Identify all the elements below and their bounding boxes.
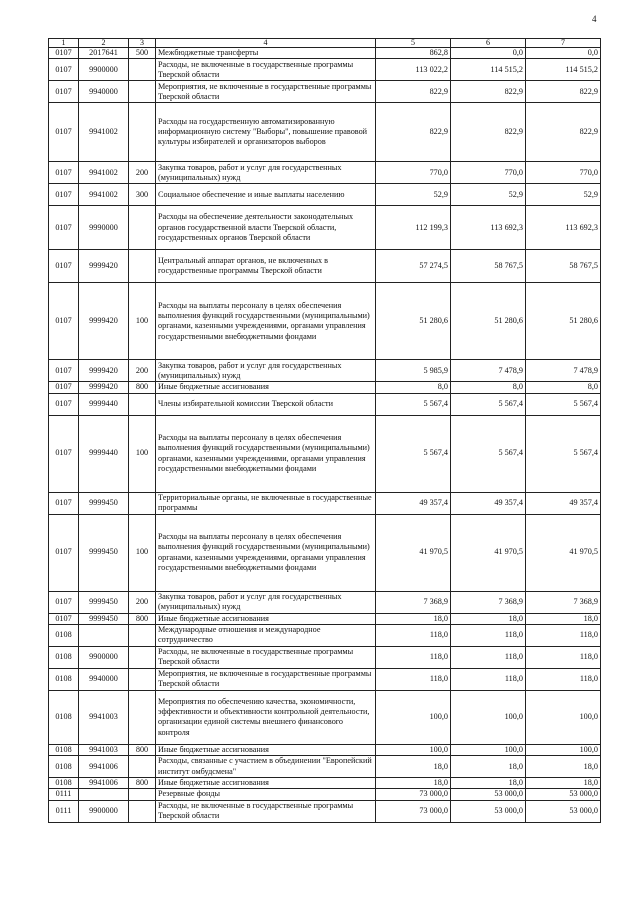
amount-year-2: 113 692,3 <box>451 206 526 250</box>
amount-year-1: 862,8 <box>376 48 451 59</box>
amount-year-2: 100,0 <box>451 744 526 755</box>
item-name: Резервные фонды <box>156 789 376 800</box>
item-name: Расходы, не включенные в государственные программы Тверской области <box>156 800 376 822</box>
item-name: Межбюджетные трансферты <box>156 48 376 59</box>
amount-year-3: 822,9 <box>526 103 601 162</box>
amount-year-2: 118,0 <box>451 646 526 668</box>
amount-year-2: 53 000,0 <box>451 789 526 800</box>
section-code: 0107 <box>49 81 79 103</box>
section-code: 0107 <box>49 184 79 206</box>
amount-year-3: 49 357,4 <box>526 492 601 514</box>
expense-type-code <box>129 800 156 822</box>
expense-type-code: 100 <box>129 283 156 360</box>
page-number: 4 <box>592 14 597 24</box>
item-name: Расходы, не включенные в государственные программы Тверской области <box>156 59 376 81</box>
column-number: 3 <box>129 39 156 48</box>
amount-year-3: 5 567,4 <box>526 393 601 415</box>
column-number: 5 <box>376 39 451 48</box>
section-code: 0108 <box>49 778 79 789</box>
section-code: 0107 <box>49 162 79 184</box>
amount-year-3: 118,0 <box>526 668 601 690</box>
amount-year-1: 73 000,0 <box>376 789 451 800</box>
article-code: 9941002 <box>79 184 129 206</box>
section-code: 0107 <box>49 206 79 250</box>
article-code: 9999450 <box>79 591 129 613</box>
section-code: 0107 <box>49 283 79 360</box>
item-name: Иные бюджетные ассигнования <box>156 382 376 393</box>
section-code: 0107 <box>49 382 79 393</box>
item-name: Расходы, связанные с участием в объединении "Европейский институт омбудсмена" <box>156 756 376 778</box>
amount-year-3: 53 000,0 <box>526 800 601 822</box>
amount-year-1: 5 985,9 <box>376 360 451 382</box>
expense-type-code <box>129 646 156 668</box>
amount-year-1: 57 274,5 <box>376 250 451 283</box>
table-row <box>49 690 601 744</box>
item-name: Закупка товаров, работ и услуг для государственных (муниципальных) нужд <box>156 162 376 184</box>
amount-year-1: 822,9 <box>376 81 451 103</box>
item-name: Территориальные органы, не включенные в государственные программы <box>156 492 376 514</box>
amount-year-2: 118,0 <box>451 668 526 690</box>
section-code: 0108 <box>49 744 79 755</box>
table-row <box>49 81 601 103</box>
amount-year-2: 18,0 <box>451 613 526 624</box>
amount-year-1: 113 022,2 <box>376 59 451 81</box>
article-code: 9990000 <box>79 206 129 250</box>
article-code: 9999420 <box>79 382 129 393</box>
amount-year-3: 18,0 <box>526 756 601 778</box>
column-number-row <box>49 39 601 48</box>
article-code <box>79 624 129 646</box>
article-code: 9940000 <box>79 668 129 690</box>
amount-year-3: 822,9 <box>526 81 601 103</box>
expense-type-code: 200 <box>129 591 156 613</box>
table-body <box>49 48 601 823</box>
table-row <box>49 103 601 162</box>
amount-year-2: 41 970,5 <box>451 514 526 591</box>
item-name: Закупка товаров, работ и услуг для государственных (муниципальных) нужд <box>156 360 376 382</box>
amount-year-3: 100,0 <box>526 690 601 744</box>
amount-year-3: 41 970,5 <box>526 514 601 591</box>
article-code: 9999420 <box>79 250 129 283</box>
expense-type-code <box>129 59 156 81</box>
amount-year-2: 0,0 <box>451 48 526 59</box>
amount-year-2: 49 357,4 <box>451 492 526 514</box>
amount-year-3: 53 000,0 <box>526 789 601 800</box>
amount-year-1: 100,0 <box>376 690 451 744</box>
amount-year-1: 18,0 <box>376 756 451 778</box>
article-code: 9999450 <box>79 514 129 591</box>
item-name: Иные бюджетные ассигнования <box>156 744 376 755</box>
amount-year-1: 5 567,4 <box>376 393 451 415</box>
item-name: Закупка товаров, работ и услуг для государственных (муниципальных) нужд <box>156 591 376 613</box>
table-row <box>49 778 601 789</box>
article-code: 9900000 <box>79 59 129 81</box>
amount-year-2: 18,0 <box>451 778 526 789</box>
article-code <box>79 789 129 800</box>
section-code: 0107 <box>49 250 79 283</box>
amount-year-2: 51 280,6 <box>451 283 526 360</box>
expense-type-code: 100 <box>129 514 156 591</box>
expense-type-code <box>129 789 156 800</box>
article-code: 9941006 <box>79 778 129 789</box>
amount-year-3: 0,0 <box>526 48 601 59</box>
amount-year-1: 118,0 <box>376 668 451 690</box>
amount-year-1: 49 357,4 <box>376 492 451 514</box>
article-code: 9999450 <box>79 613 129 624</box>
column-number: 7 <box>526 39 601 48</box>
expense-type-code: 800 <box>129 613 156 624</box>
section-code: 0107 <box>49 514 79 591</box>
expense-type-code: 800 <box>129 744 156 755</box>
amount-year-1: 8,0 <box>376 382 451 393</box>
article-code: 9941006 <box>79 756 129 778</box>
article-code: 9999440 <box>79 393 129 415</box>
column-number: 6 <box>451 39 526 48</box>
amount-year-3: 58 767,5 <box>526 250 601 283</box>
amount-year-2: 822,9 <box>451 81 526 103</box>
amount-year-2: 53 000,0 <box>451 800 526 822</box>
section-code: 0107 <box>49 393 79 415</box>
amount-year-1: 18,0 <box>376 613 451 624</box>
article-code: 9941003 <box>79 744 129 755</box>
amount-year-1: 51 280,6 <box>376 283 451 360</box>
article-code: 9999420 <box>79 283 129 360</box>
item-name: Расходы на выплаты персоналу в целях обеспечения выполнения функций государственными (муниципальными) органами, казенными учреждениями, органами управления государственными внебюджетными фондами <box>156 514 376 591</box>
budget-table <box>48 38 601 823</box>
expense-type-code: 800 <box>129 778 156 789</box>
table-row <box>49 360 601 382</box>
amount-year-1: 18,0 <box>376 778 451 789</box>
amount-year-3: 770,0 <box>526 162 601 184</box>
item-name: Расходы на выплаты персоналу в целях обеспечения выполнения функций государственными (муниципальными) органами, казенными учреждениями, органами управления государственными внебюджетными фондами <box>156 415 376 492</box>
expense-type-code: 200 <box>129 360 156 382</box>
table-row <box>49 756 601 778</box>
amount-year-2: 5 567,4 <box>451 393 526 415</box>
amount-year-3: 18,0 <box>526 613 601 624</box>
section-code: 0107 <box>49 591 79 613</box>
table-row <box>49 613 601 624</box>
amount-year-2: 7 368,9 <box>451 591 526 613</box>
expense-type-code <box>129 492 156 514</box>
amount-year-1: 73 000,0 <box>376 800 451 822</box>
table-row <box>49 206 601 250</box>
article-code: 9999440 <box>79 415 129 492</box>
section-code: 0111 <box>49 800 79 822</box>
item-name: Расходы на государственную автоматизированную информационную систему "Выборы", повышение правовой культуры избирателей и организаторов выборов <box>156 103 376 162</box>
table-row <box>49 624 601 646</box>
article-code: 9941003 <box>79 690 129 744</box>
amount-year-1: 5 567,4 <box>376 415 451 492</box>
table-row <box>49 393 601 415</box>
amount-year-1: 118,0 <box>376 646 451 668</box>
amount-year-3: 18,0 <box>526 778 601 789</box>
amount-year-3: 7 478,9 <box>526 360 601 382</box>
section-code: 0107 <box>49 103 79 162</box>
section-code: 0108 <box>49 690 79 744</box>
table-row <box>49 250 601 283</box>
expense-type-code <box>129 393 156 415</box>
expense-type-code <box>129 756 156 778</box>
section-code: 0108 <box>49 668 79 690</box>
amount-year-3: 100,0 <box>526 744 601 755</box>
expense-type-code: 500 <box>129 48 156 59</box>
table-row <box>49 162 601 184</box>
amount-year-3: 5 567,4 <box>526 415 601 492</box>
table-row <box>49 48 601 59</box>
item-name: Мероприятия, не включенные в государственные программы Тверской области <box>156 668 376 690</box>
amount-year-2: 5 567,4 <box>451 415 526 492</box>
amount-year-2: 7 478,9 <box>451 360 526 382</box>
amount-year-1: 118,0 <box>376 624 451 646</box>
amount-year-3: 118,0 <box>526 624 601 646</box>
table-row <box>49 668 601 690</box>
table-row <box>49 789 601 800</box>
article-code: 2017641 <box>79 48 129 59</box>
amount-year-1: 112 199,3 <box>376 206 451 250</box>
item-name: Мероприятия, не включенные в государственные программы Тверской области <box>156 81 376 103</box>
article-code: 9940000 <box>79 81 129 103</box>
item-name: Расходы на обеспечение деятельности законодательных органов государственной власти Тверской области, государственных органов Тверской области <box>156 206 376 250</box>
article-code: 9941002 <box>79 162 129 184</box>
table-row <box>49 744 601 755</box>
table-row <box>49 184 601 206</box>
item-name: Международные отношения и международное сотрудничество <box>156 624 376 646</box>
amount-year-2: 822,9 <box>451 103 526 162</box>
amount-year-3: 52,9 <box>526 184 601 206</box>
item-name: Иные бюджетные ассигнования <box>156 613 376 624</box>
amount-year-3: 114 515,2 <box>526 59 601 81</box>
amount-year-1: 822,9 <box>376 103 451 162</box>
table-row <box>49 382 601 393</box>
amount-year-2: 770,0 <box>451 162 526 184</box>
expense-type-code <box>129 624 156 646</box>
column-number: 4 <box>156 39 376 48</box>
amount-year-1: 41 970,5 <box>376 514 451 591</box>
amount-year-2: 114 515,2 <box>451 59 526 81</box>
amount-year-3: 51 280,6 <box>526 283 601 360</box>
amount-year-1: 770,0 <box>376 162 451 184</box>
section-code: 0107 <box>49 59 79 81</box>
section-code: 0107 <box>49 48 79 59</box>
section-code: 0111 <box>49 789 79 800</box>
amount-year-3: 113 692,3 <box>526 206 601 250</box>
expense-type-code: 100 <box>129 415 156 492</box>
article-code: 9900000 <box>79 646 129 668</box>
article-code: 9941002 <box>79 103 129 162</box>
amount-year-2: 52,9 <box>451 184 526 206</box>
article-code: 9900000 <box>79 800 129 822</box>
amount-year-3: 8,0 <box>526 382 601 393</box>
table-row <box>49 492 601 514</box>
expense-type-code: 300 <box>129 184 156 206</box>
section-code: 0107 <box>49 360 79 382</box>
expense-type-code <box>129 690 156 744</box>
section-code: 0107 <box>49 415 79 492</box>
section-code: 0107 <box>49 613 79 624</box>
item-name: Социальное обеспечение и иные выплаты населению <box>156 184 376 206</box>
table-row <box>49 591 601 613</box>
section-code: 0108 <box>49 756 79 778</box>
expense-type-code <box>129 250 156 283</box>
expense-type-code: 800 <box>129 382 156 393</box>
amount-year-1: 7 368,9 <box>376 591 451 613</box>
amount-year-2: 18,0 <box>451 756 526 778</box>
item-name: Иные бюджетные ассигнования <box>156 778 376 789</box>
expense-type-code <box>129 206 156 250</box>
table-row <box>49 514 601 591</box>
table-row <box>49 283 601 360</box>
amount-year-3: 118,0 <box>526 646 601 668</box>
item-name: Центральный аппарат органов, не включенных в государственные программы Тверской области <box>156 250 376 283</box>
expense-type-code: 200 <box>129 162 156 184</box>
expense-type-code <box>129 81 156 103</box>
column-number: 2 <box>79 39 129 48</box>
item-name: Мероприятия по обеспечению качества, экономичности, эффективности и объективности контрольной деятельности, организации единой системы внешнего финансового контроля <box>156 690 376 744</box>
amount-year-2: 8,0 <box>451 382 526 393</box>
section-code: 0107 <box>49 492 79 514</box>
amount-year-1: 100,0 <box>376 744 451 755</box>
expense-type-code <box>129 103 156 162</box>
table-row <box>49 800 601 822</box>
section-code: 0108 <box>49 646 79 668</box>
table-row <box>49 59 601 81</box>
article-code: 9999420 <box>79 360 129 382</box>
amount-year-2: 118,0 <box>451 624 526 646</box>
amount-year-3: 7 368,9 <box>526 591 601 613</box>
column-number: 1 <box>49 39 79 48</box>
item-name: Расходы на выплаты персоналу в целях обеспечения выполнения функций государственными (муниципальными) органами, казенными учреждениями, органами управления государственными внебюджетными фондами <box>156 283 376 360</box>
item-name: Расходы, не включенные в государственные программы Тверской области <box>156 646 376 668</box>
section-code: 0108 <box>49 624 79 646</box>
table-row <box>49 646 601 668</box>
article-code: 9999450 <box>79 492 129 514</box>
amount-year-2: 100,0 <box>451 690 526 744</box>
expense-type-code <box>129 668 156 690</box>
table-row <box>49 415 601 492</box>
item-name: Члены избирательной комиссии Тверской области <box>156 393 376 415</box>
amount-year-2: 58 767,5 <box>451 250 526 283</box>
amount-year-1: 52,9 <box>376 184 451 206</box>
